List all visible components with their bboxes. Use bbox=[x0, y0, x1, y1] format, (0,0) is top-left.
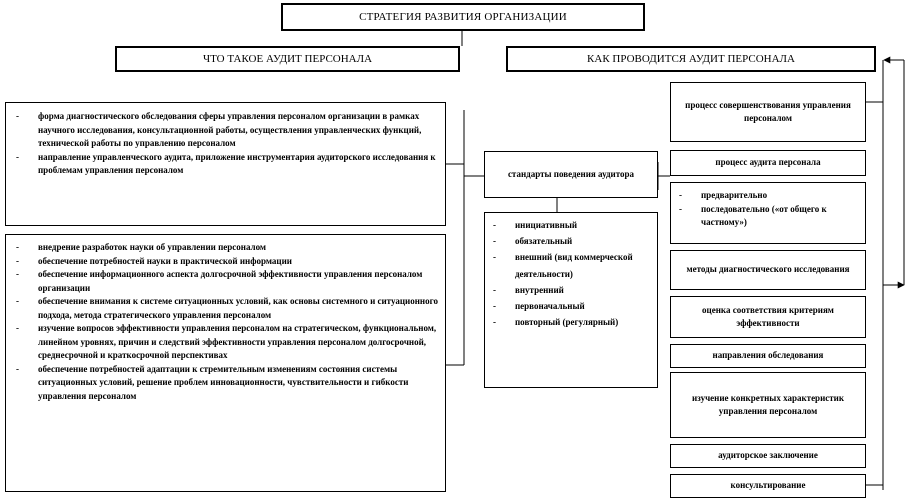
methods-text: методы диагностического исследования bbox=[686, 264, 850, 275]
improvement-process-box bbox=[670, 82, 866, 142]
what-is-audit-heading bbox=[115, 46, 460, 72]
definition-item: - направление управленческого аудита, приложение инструментария аудиторского исследования к проблемам управления персоналом bbox=[14, 151, 439, 178]
methods-box bbox=[670, 250, 866, 290]
goal-item: - внедрение разработок науки об управлении персоналом bbox=[14, 241, 439, 255]
goal-item: - обеспечение внимания к системе ситуационных условий, как основы системного и ситуационного подхода, метода стратегического управления персоналом bbox=[14, 295, 439, 322]
how-audit-text: КАК ПРОВОДИТСЯ АУДИТ ПЕРСОНАЛА bbox=[587, 53, 795, 65]
consulting-box bbox=[670, 474, 866, 498]
audit-type-item: - повторный (регулярный) bbox=[491, 314, 639, 330]
definition-box bbox=[5, 102, 446, 226]
improvement-process-text: процесс совершенствования управления персоналом bbox=[685, 99, 851, 123]
goals-box bbox=[5, 234, 446, 492]
audit-type-item: - первоначальный bbox=[491, 298, 639, 314]
evaluation-text: оценка соответствия критериям эффективности bbox=[702, 304, 834, 328]
audit-type-item: - внешний (вид коммерческой деятельности) bbox=[491, 249, 639, 281]
consulting-text: консультирование bbox=[730, 480, 806, 491]
audit-type-item: - внутренний bbox=[491, 282, 639, 298]
goal-item: - обеспечение потребностей науки в практической информации bbox=[14, 255, 439, 269]
study-text: изучение конкретных характеристик управления персоналом bbox=[691, 392, 845, 416]
strategy-title bbox=[281, 3, 645, 31]
audit-process-text: процесс аудита персонала bbox=[715, 157, 821, 168]
goal-item: - обеспечение информационного аспекта долгосрочной эффективности управления персоналом организации bbox=[14, 268, 439, 295]
audit-type-item: - инициативный bbox=[491, 217, 639, 233]
evaluation-box bbox=[670, 296, 866, 338]
goal-item: - изучение вопросов эффективности управления персоналом на стратегическом, функциональном, линейном уровнях, причин и следствий эффективности управления персоналом долгосрочной, среднесрочной и краткосрочной перспективах bbox=[14, 322, 439, 363]
what-is-audit-text: ЧТО ТАКОЕ АУДИТ ПЕРСОНАЛА bbox=[202, 53, 373, 65]
conclusion-text: аудиторское заключение bbox=[718, 450, 818, 461]
stages-box bbox=[670, 182, 866, 244]
audit-types-box bbox=[484, 212, 658, 388]
directions-text: направления обследования bbox=[712, 350, 824, 361]
auditor-standards-text: стандарты поведения аудитора bbox=[507, 168, 635, 179]
strategy-title-text: СТРАТЕГИЯ РАЗВИТИЯ ОРГАНИЗАЦИИ bbox=[359, 11, 567, 23]
how-audit-heading bbox=[506, 46, 876, 72]
definition-item: - форма диагностического обследования сферы управления персоналом организации в рамках научного исследования, консультационной работы, осуществления управленческих функций, технической работы по управлению персоналом bbox=[14, 110, 439, 151]
audit-process-box bbox=[670, 150, 866, 176]
stage-item: - последовательно («от общего к частному») bbox=[677, 203, 857, 230]
audit-type-item: - обязательный bbox=[491, 233, 639, 249]
study-box bbox=[670, 372, 866, 438]
auditor-standards-box bbox=[484, 151, 658, 198]
stage-item: - предварительно bbox=[677, 189, 857, 203]
directions-box bbox=[670, 344, 866, 368]
goal-item: - обеспечение потребностей адаптации к стремительным изменениям состояния системы ситуационных условий, решение проблем инновационности, чувствительности и гибкости управления персоналом bbox=[14, 363, 439, 404]
conclusion-box bbox=[670, 444, 866, 468]
